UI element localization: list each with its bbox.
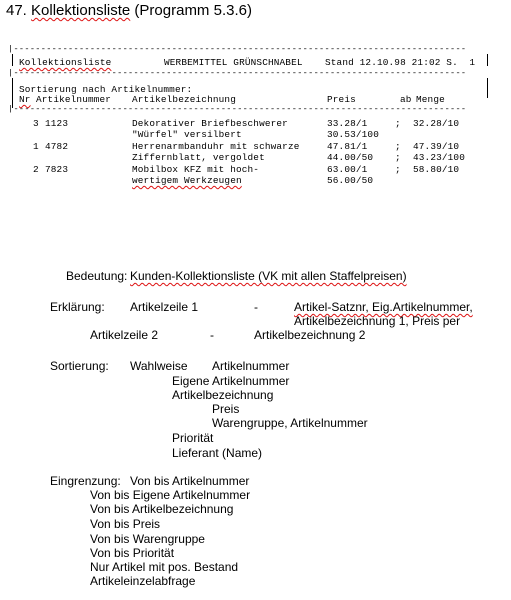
eingrenzung-item: Artikeleinzelabfrage: [90, 574, 196, 588]
row-preis2: 32.28/10: [413, 118, 460, 129]
eingrenzung-item: Von bis Priorität: [90, 546, 175, 560]
report-company: WERBEMITTEL GRÜNSCHNABEL: [164, 57, 303, 68]
zeile1-value-a: Artikel-Satznr, Eig.Artikelnummer,: [294, 300, 473, 314]
row-nr: 1: [33, 141, 39, 152]
col-nr: Nr: [19, 94, 31, 105]
report-mid-rule: |-----------------------------------------------------------------------------------: [8, 68, 467, 78]
sortierung-item: Lieferant (Name): [172, 446, 263, 460]
report-top-rule: |-----------------------------------------------------------------------------------: [8, 44, 467, 54]
row-preis3: 44.00/50: [327, 152, 374, 163]
sortierung-item: Artikelbezeichnung: [172, 388, 274, 402]
row-artikelnummer: 7823: [45, 164, 69, 175]
sortierung-label: Sortierung:: [50, 359, 109, 373]
bedeutung-value: Kunden-Kollektionsliste (VK mit allen Staffelpreisen): [130, 269, 407, 283]
page-title: [6, 2, 252, 19]
zeile2-value: Artikelbezeichnung 2: [254, 328, 366, 342]
row-sep1: ;: [395, 164, 401, 175]
row-bez1: Herrenarmbanduhr mit schwarze: [132, 141, 300, 152]
col-preis: Preis: [327, 94, 356, 105]
row-sep1: ;: [395, 141, 401, 152]
title-number: 47.: [6, 2, 27, 19]
zeile2-dash: -: [210, 328, 214, 342]
bedeutung-label: Bedeutung:: [66, 269, 128, 283]
zeile2-label: Artikelzeile 2: [90, 328, 159, 342]
col-ab: ab: [400, 94, 412, 105]
row-bez2: "Würfel" versilbert: [132, 129, 242, 140]
eingrenzung-item: Von bis Artikelbezeichnung: [90, 502, 234, 516]
zeile1-dash: -: [254, 300, 258, 314]
row-sep1: ;: [395, 118, 401, 129]
row-bez1: Dekorativer Briefbeschwerer: [132, 118, 288, 129]
title-word: Kollektionsliste: [31, 2, 131, 19]
row-artikelnummer: 4782: [45, 141, 69, 152]
report-stand: Stand 12.10.98 21:02 S. 1: [325, 57, 476, 68]
row-bez2-text: wertigem Werkzeugen: [132, 175, 242, 186]
title-program: (Programm 5.3.6): [134, 2, 252, 19]
col-artikelnummer: Artikelnummer: [36, 94, 112, 105]
eingrenzung-item: Nur Artikel mit pos. Bestand: [90, 560, 239, 574]
row-preis2: 58.80/10: [413, 164, 460, 175]
report-label: Kollektionsliste: [19, 57, 112, 68]
report-right-border: [487, 54, 488, 66]
sortierung-item: Wahlweise: [130, 359, 188, 373]
eingrenzung-item: Von bis Warengruppe: [90, 532, 205, 546]
col-menge: Menge: [416, 94, 445, 105]
row-sep3: ;: [395, 152, 401, 163]
erklaerung-label: Erklärung:: [50, 300, 105, 314]
eingrenzung-item: Von bis Artikelnummer: [130, 474, 250, 488]
row-preis1: 33.28/1: [327, 118, 368, 129]
row-bez2: [132, 175, 242, 186]
row-preis4: 43.23/100: [413, 152, 465, 163]
sortierung-item: Artikelnummer: [212, 359, 290, 373]
row-preis2: 47.39/10: [413, 141, 460, 152]
sortierung-item: Priorität: [172, 431, 214, 445]
sort-line: Sortierung nach Artikelnummer:: [19, 84, 193, 95]
row-nr: 2: [33, 164, 39, 175]
report-left-border: [12, 54, 13, 66]
sortierung-item: Preis: [212, 402, 240, 416]
row-artikelnummer: 1123: [45, 118, 69, 129]
row-nr: 3: [33, 118, 39, 129]
sortierung-item: Eigene Artikelnummer: [172, 374, 290, 388]
eingrenzung-item: Von bis Eigene Artikelnummer: [90, 488, 251, 502]
row-preis3: 30.53/100: [327, 129, 379, 140]
sortierung-item: Warengruppe, Artikelnummer: [212, 416, 368, 430]
zeile1-value-b: Artikelbezeichnung 1, Preis per: [294, 314, 461, 328]
row-bez2: Ziffernblatt, vergoldet: [132, 152, 265, 163]
row-preis1: 63.00/1: [327, 164, 368, 175]
zeile1-label: Artikelzeile 1: [130, 300, 199, 314]
row-bez1: Mobilbox KFZ mit hoch-: [132, 164, 260, 175]
row-preis1: 47.81/1: [327, 141, 368, 152]
report-right-border-2: [487, 78, 488, 98]
row-preis3: 56.00/50: [327, 175, 374, 186]
report-bottom-rule: |-----------------------------------------------------------------------------------: [8, 104, 467, 114]
eingrenzung-label: Eingrenzung:: [50, 474, 121, 488]
col-bezeichnung: Artikelbezeichnung: [132, 94, 236, 105]
eingrenzung-item: Von bis Preis: [90, 517, 161, 531]
